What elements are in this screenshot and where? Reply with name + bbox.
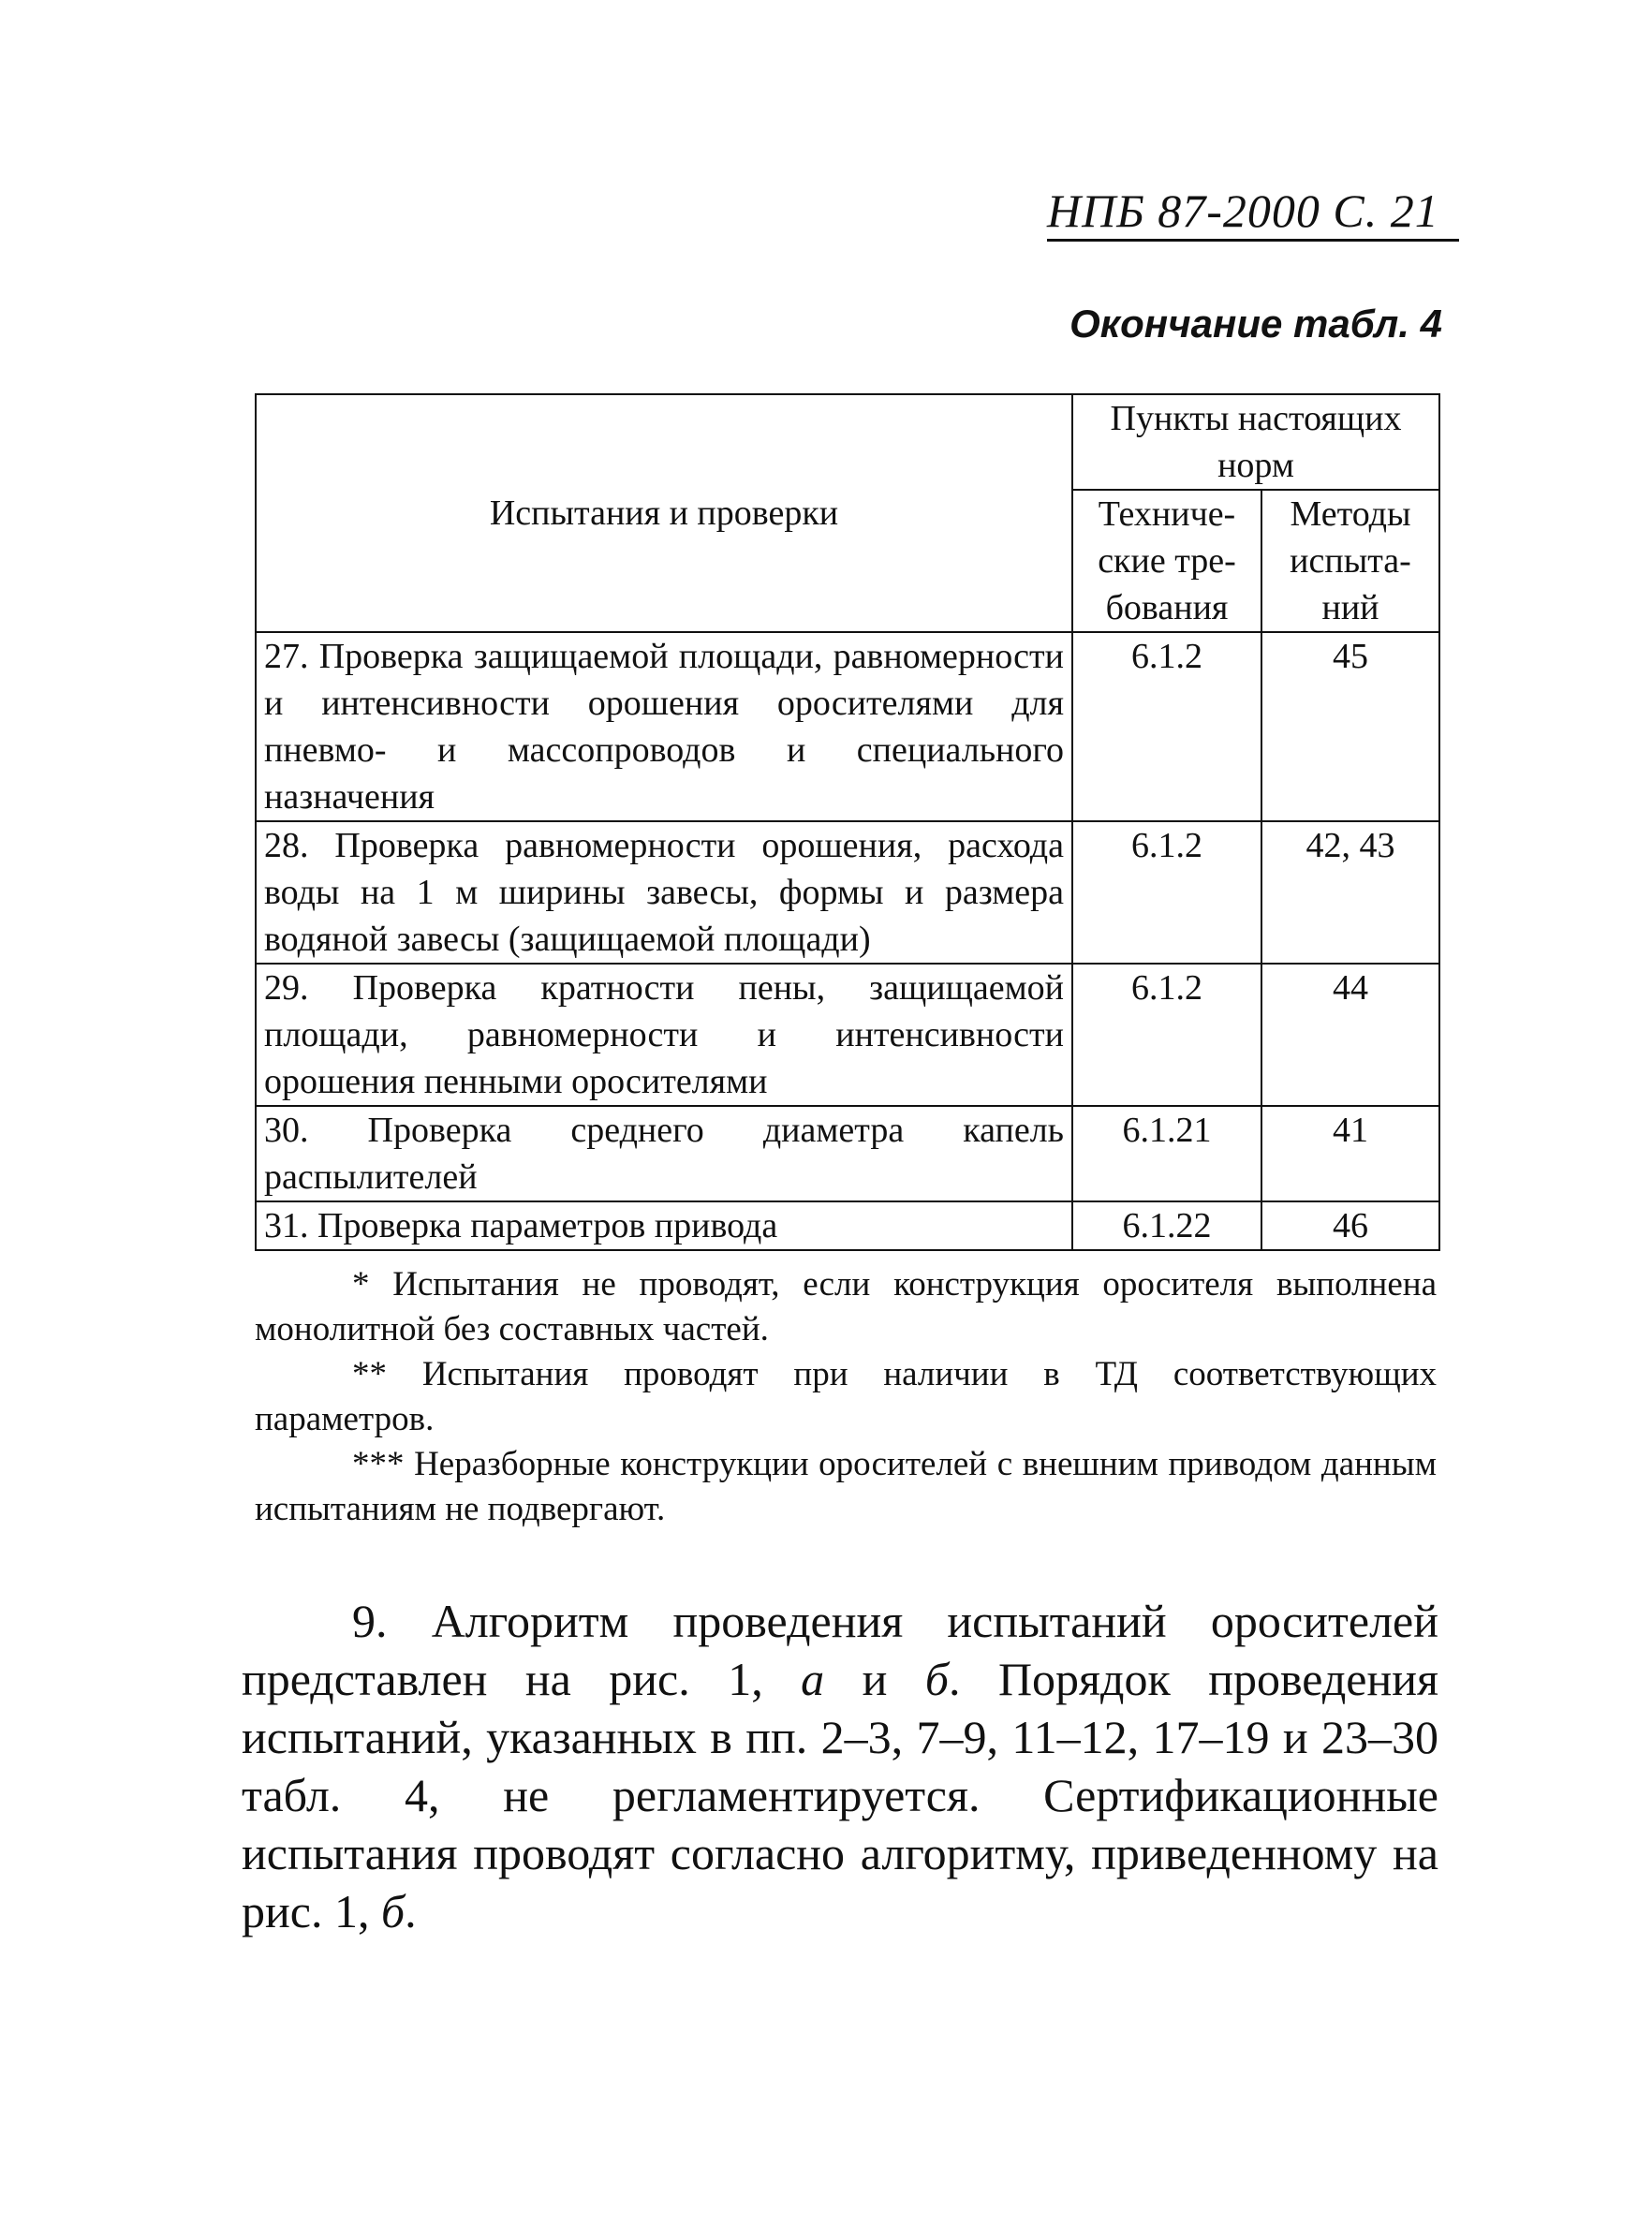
header-tech-requirements: Техниче-ские тре-бования <box>1072 490 1261 632</box>
tech-clause: 6.1.21 <box>1072 1106 1261 1201</box>
paragraph-text: и <box>824 1653 925 1705</box>
method-clause: 45 <box>1261 632 1439 821</box>
test-name: 31. Проверка параметров привода <box>256 1201 1072 1250</box>
figure-ref-b: б <box>924 1653 949 1705</box>
tests-table <box>255 393 1440 1251</box>
table-row <box>256 1106 1439 1201</box>
test-name: 28. Проверка равномерности орошения, расхода воды на 1 м ширины завесы, формы и размера водяной завесы (защищаемой площади) <box>256 821 1072 964</box>
paragraph-text: . <box>405 1885 417 1937</box>
paragraph-text: 9. Алгоритм проведения испытаний оросителей представлен на рис. 1, <box>242 1595 1438 1705</box>
figure-ref-a: а <box>801 1653 825 1705</box>
header-test-methods: Методы испыта-ний <box>1261 490 1439 632</box>
footnote-2: ** Испытания проводят при наличии в ТД соответствующих параметров. <box>255 1355 1437 1438</box>
running-head: НПБ 87-2000 С. 21 <box>1047 185 1459 242</box>
footnote-1: * Испытания не проводят, если конструкция оросителя выполнена монолитной без составных частей. <box>255 1265 1437 1348</box>
test-name: 29. Проверка кратности пены, защищаемой площади, равномерности и интенсивности орошения пенными оросителями <box>256 964 1072 1106</box>
method-clause: 44 <box>1261 964 1439 1106</box>
figure-ref-b: б <box>380 1885 406 1937</box>
test-name: 27. Проверка защищаемой площади, равномерности и интенсивности орошения оросителями для пневмо- и массопроводов и специального назначения <box>256 632 1072 821</box>
footnote-3: *** Неразборные конструкции оросителей с внешним приводом данным испытаниям не подвергают. <box>255 1445 1437 1528</box>
table-row <box>256 964 1439 1106</box>
table-row <box>256 1201 1439 1250</box>
paragraph-text: . Порядок проведения испытаний, указанных в пп. 2–3, 7–9, 11–12, 17–19 и 23–30 табл. 4, не регламентируется. Сертификационные испытания проводят согласно алгоритму, приведенному на рис. 1, <box>242 1653 1438 1937</box>
method-clause: 46 <box>1261 1201 1439 1250</box>
tech-clause: 6.1.22 <box>1072 1201 1261 1250</box>
method-clause: 42, 43 <box>1261 821 1439 964</box>
method-clause: 41 <box>1261 1106 1439 1201</box>
table-footnotes <box>255 1262 1437 1532</box>
table-row <box>256 821 1439 964</box>
tech-clause: 6.1.2 <box>1072 632 1261 821</box>
header-points: Пункты настоящих норм <box>1072 394 1439 490</box>
test-name: 30. Проверка среднего диаметра капель распылителей <box>256 1106 1072 1201</box>
header-tests: Испытания и проверки <box>256 394 1072 632</box>
paragraph-9 <box>242 1592 1438 1940</box>
table-row <box>256 632 1439 821</box>
tech-clause: 6.1.2 <box>1072 964 1261 1106</box>
tech-clause: 6.1.2 <box>1072 821 1261 964</box>
table-caption: Окончание табл. 4 <box>1069 302 1442 346</box>
